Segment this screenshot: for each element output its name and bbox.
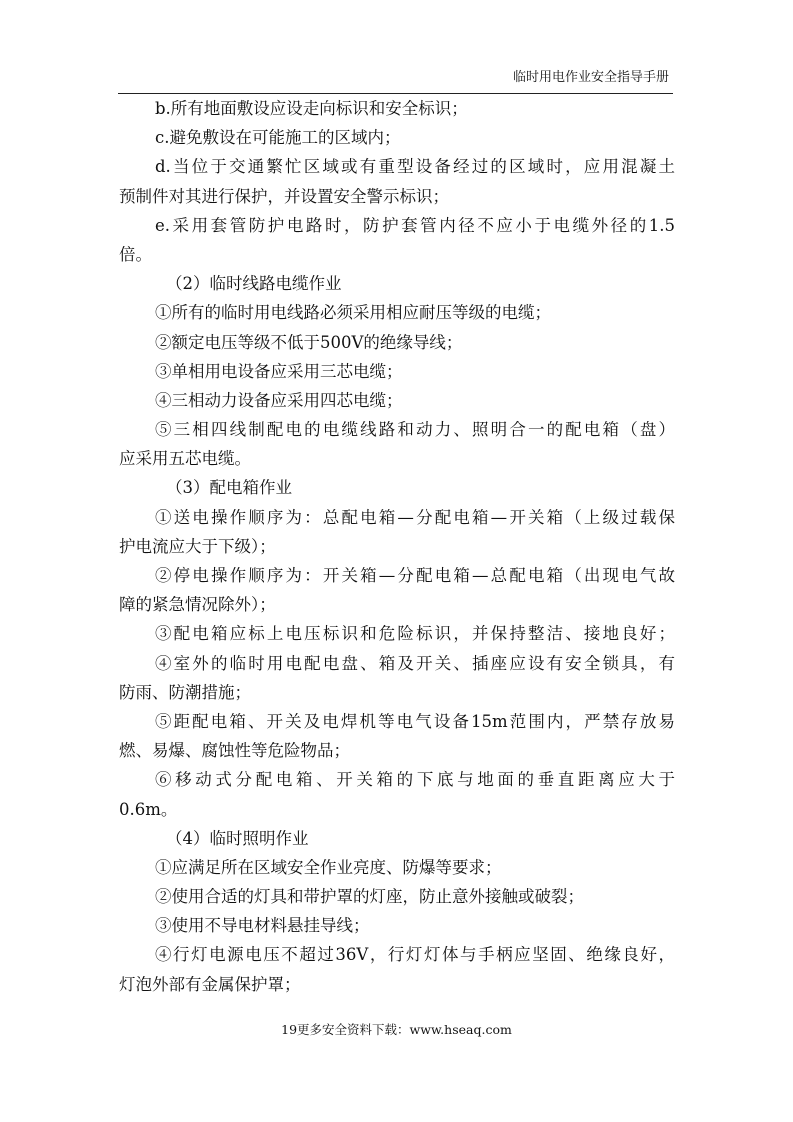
text-line: 0.6m。 xyxy=(119,799,178,819)
text-line: 预制件对其进行保护，并设置安全警示标识； xyxy=(119,186,449,206)
text-line: ⑤距配电箱、开关及电焊机等电气设备15m范围内，严禁存放易 xyxy=(155,711,675,731)
text-line: ②停电操作顺序为：开关箱—分配电箱—总配电箱（出现电气故 xyxy=(155,566,675,585)
text-line: ⑤三相四线制配电的电缆线路和动力、照明合一的配电箱（盘） xyxy=(155,420,675,440)
text-line: ④三相动力设备应采用四芯电缆； xyxy=(155,390,403,410)
text-line: ①所有的临时用电线路必须采用相应耐压等级的电缆； xyxy=(155,303,551,323)
text-line: 护电流应大于下级）； xyxy=(119,536,276,556)
text-line: ②额定电压等级不低于500V的绝缘导线； xyxy=(155,332,463,352)
document-body xyxy=(119,94,675,999)
text-line: 倍。 xyxy=(119,244,152,264)
text-line: 防雨、防潮措施； xyxy=(119,682,251,702)
section-heading: （3）配电箱作业 xyxy=(166,478,292,498)
text-line: e.采用套管防护电路时，防护套管内径不应小于电缆外径的1.5 xyxy=(155,215,675,235)
text-line: b.所有地面敷设应设走向标识和安全标识； xyxy=(155,99,468,118)
section-heading: （4）临时照明作业 xyxy=(166,828,309,848)
text-line: c.避免敷设在可能施工的区域内； xyxy=(155,128,401,148)
text-line: 燃、易爆、腐蚀性等危险物品； xyxy=(119,741,350,761)
section-heading: （2）临时线路电缆作业 xyxy=(166,274,342,294)
header-title: 临时用电作业安全指导手册 xyxy=(512,70,669,85)
text-line: ①应满足所在区域安全作业亮度、防爆等要求； xyxy=(155,857,502,877)
text-line: ②使用合适的灯具和带护罩的灯座，防止意外接触或破裂； xyxy=(155,887,584,907)
text-line: 灯泡外部有金属保护罩； xyxy=(119,974,301,994)
page-footer: 19更多安全资料下载：www.hseaq.com xyxy=(281,1022,512,1037)
text-line: ⑥移动式分配电箱、开关箱的下底与地面的垂直距离应大于 xyxy=(155,770,675,790)
text-line: ③单相用电设备应采用三芯电缆； xyxy=(155,361,403,381)
text-line: ④室外的临时用电配电盘、箱及开关、插座应设有安全锁具，有 xyxy=(155,653,675,673)
text-line: ③使用不导电材料悬挂导线； xyxy=(155,916,370,936)
text-line: 障的紧急情况除外）； xyxy=(119,595,276,615)
text-line: ④行灯电源电压不超过36V，行灯灯体与手柄应坚固、绝缘良好， xyxy=(155,945,675,965)
text-line: ①送电操作顺序为：总配电箱—分配电箱—开关箱（上级过载保 xyxy=(155,507,675,527)
text-line: ③配电箱应标上电压标识和危险标识，并保持整洁、接地良好； xyxy=(155,624,675,644)
text-line: d.当位于交通繁忙区域或有重型设备经过的区域时，应用混凝土 xyxy=(155,157,675,177)
text-line: 应采用五芯电缆。 xyxy=(119,449,251,469)
